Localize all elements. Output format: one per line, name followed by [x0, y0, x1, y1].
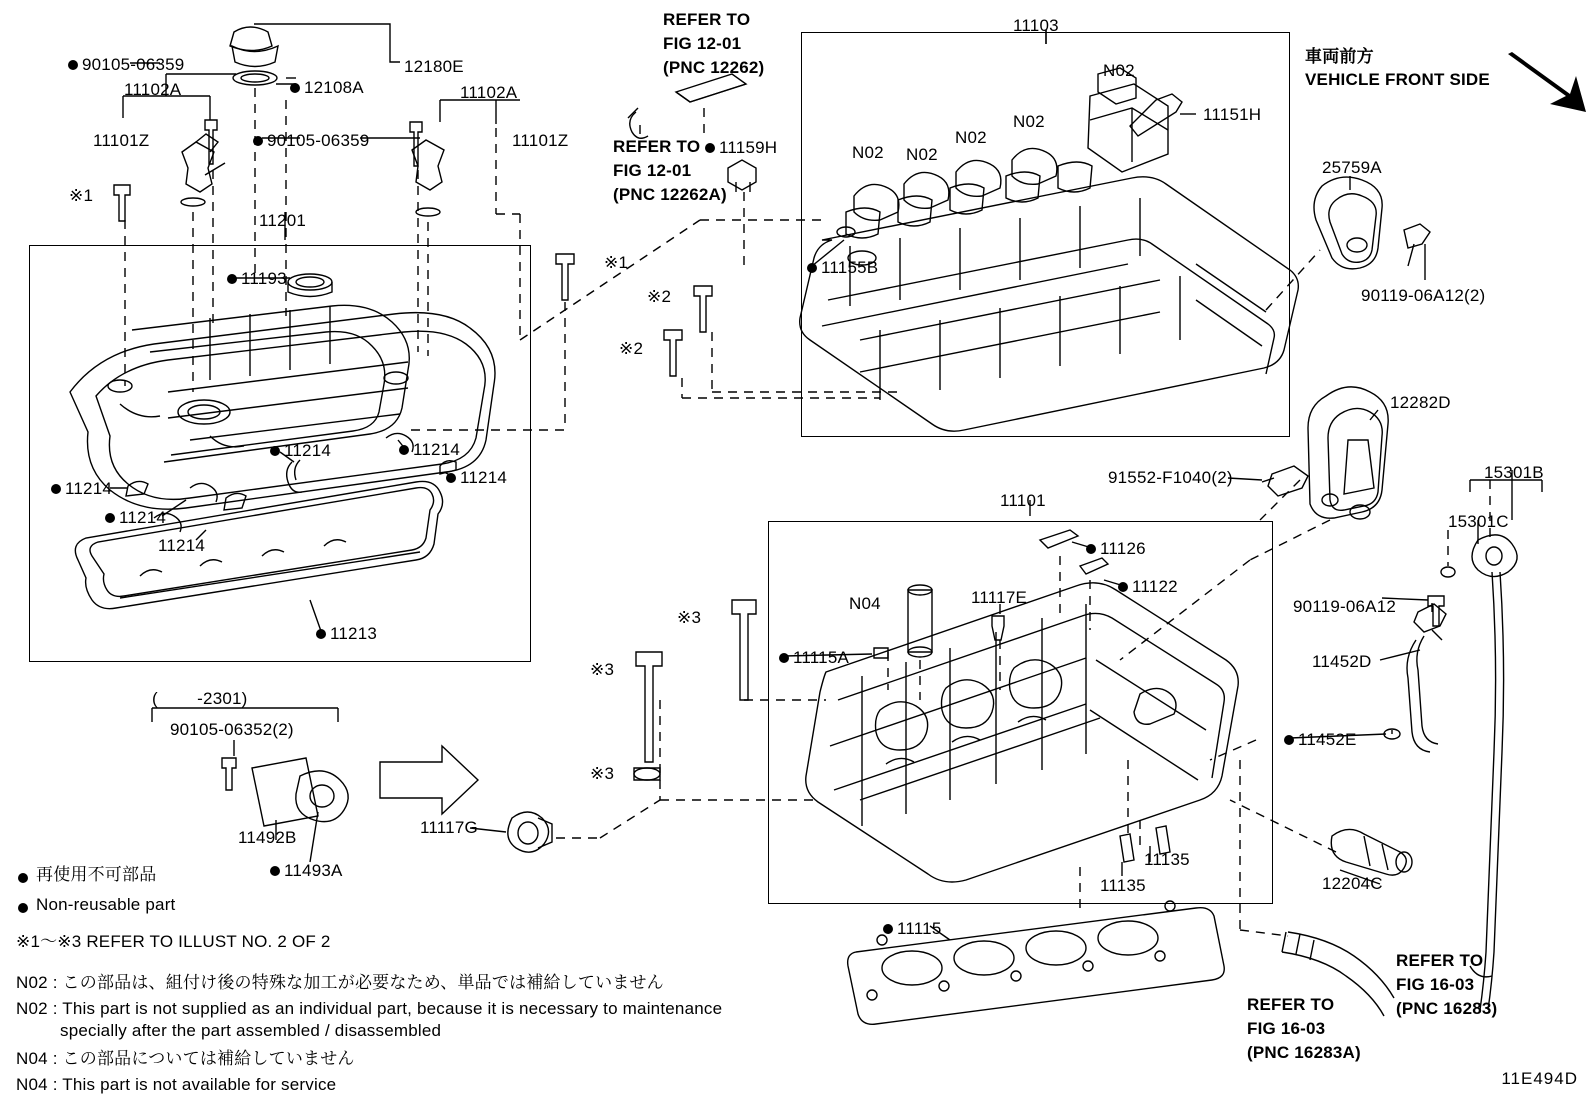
part-label: 11214 — [105, 508, 166, 527]
ref-note-16283a: REFER TO FIG 16-03 (PNC 16283A) — [1247, 995, 1361, 1062]
legend-n04-jp: N04 : この部品については補給していません — [16, 1049, 355, 1068]
part-label: 12204C — [1322, 874, 1383, 893]
part-label: 11115 — [883, 919, 942, 938]
part-label: 90105-06352(2) — [170, 720, 294, 739]
part-label: 11214 — [399, 440, 460, 459]
part-label: 11101Z — [93, 131, 150, 150]
part-label: 11159H — [705, 138, 777, 157]
part-label: 11213 — [316, 624, 377, 643]
part-label: 11135 — [1144, 850, 1190, 869]
part-label: 11201 — [259, 211, 307, 230]
box-11103 — [801, 32, 1290, 437]
part-label: 12108A — [290, 78, 364, 97]
legend-non-reusable-en: Non-reusable part — [36, 895, 176, 914]
part-label: 11115A — [779, 648, 849, 667]
mark-label: ※3 — [590, 764, 615, 783]
part-label: 90105-06359 — [253, 131, 369, 150]
part-label: 11102A — [460, 83, 518, 102]
part-label: 11214 — [51, 479, 112, 498]
part-label: 25759A — [1322, 158, 1382, 177]
part-label: N04 — [849, 594, 881, 613]
part-label: 11193 — [227, 269, 287, 288]
mark-label: ※1 — [69, 186, 94, 205]
n02-label: N02 — [1013, 112, 1045, 131]
part-label: 11214 — [158, 536, 206, 555]
part-label: 91552-F1040(2) — [1108, 468, 1233, 487]
vehicle-front-en: VEHICLE FRONT SIDE — [1305, 70, 1490, 89]
part-label: 11214 — [270, 441, 331, 460]
part-label: 11117E — [971, 588, 1028, 607]
ref-note-12262a: REFER TO FIG 12-01 (PNC 12262A) — [613, 137, 727, 204]
part-label: 11151H — [1203, 105, 1262, 124]
n02-label: N02 — [955, 128, 987, 147]
part-label: 11214 — [446, 468, 507, 487]
n02-label: N02 — [852, 143, 884, 162]
mark-label: ※3 — [590, 660, 615, 679]
mark-label: ※2 — [647, 287, 672, 306]
legend-illust-ref: ※1〜※3 REFER TO ILLUST NO. 2 OF 2 — [16, 932, 331, 951]
figure-code: 11E494D — [1501, 1069, 1578, 1088]
part-label: 11126 — [1086, 539, 1146, 558]
part-label: 15301B — [1484, 463, 1544, 482]
box-11101 — [768, 521, 1273, 904]
n02-label: N02 — [1103, 61, 1135, 80]
ref-note-16283: REFER TO FIG 16-03 (PNC 16283) — [1396, 951, 1498, 1018]
n02-label: N02 — [906, 145, 938, 164]
vehicle-front-jp: 車両前方 — [1305, 47, 1374, 66]
legend-n02-jp: N02 : この部品は、組付け後の特殊な加工が必要なため、単品では補給していません — [16, 973, 664, 992]
part-label: 90105-06359 — [68, 55, 184, 74]
legend-n02-en1: N02 : This part is not supplied as an individual part, because it is necessary to maintenance — [16, 999, 723, 1018]
part-label: 11492B — [238, 828, 297, 847]
part-label: 11135 — [1100, 876, 1146, 895]
part-label: 11117G — [420, 818, 478, 837]
legend-n02-en2: specially after the part assembled / disassembled — [60, 1021, 442, 1040]
legend-bullet-en — [18, 903, 28, 913]
part-label: 11102A — [124, 80, 182, 99]
part-label: 12180E — [404, 57, 464, 76]
part-label: 11101 — [1000, 491, 1046, 510]
part-label: ( -2301) — [152, 689, 248, 708]
part-label: 11493A — [270, 861, 343, 880]
part-label: 11122 — [1118, 577, 1178, 596]
mark-label: ※2 — [619, 339, 644, 358]
part-label: 11452D — [1312, 652, 1372, 671]
ref-note-12262: REFER TO FIG 12-01 (PNC 12262) — [663, 10, 765, 77]
part-label: 15301C — [1448, 512, 1509, 531]
legend-bullet-jp — [18, 873, 28, 883]
part-label: 90119-06A12(2) — [1361, 286, 1486, 305]
legend-non-reusable-jp: 再使用不可部品 — [36, 865, 157, 884]
part-label: 11101Z — [512, 131, 569, 150]
part-label: 12282D — [1390, 393, 1451, 412]
mark-label: ※3 — [677, 608, 702, 627]
part-label: 11103 — [1013, 16, 1059, 35]
part-label: 11155B — [807, 258, 878, 277]
mark-label: ※1 — [604, 253, 629, 272]
part-label: 11452E — [1284, 730, 1357, 749]
part-label: 90119-06A12 — [1293, 597, 1397, 616]
legend-n04-en: N04 : This part is not available for service — [16, 1075, 337, 1094]
